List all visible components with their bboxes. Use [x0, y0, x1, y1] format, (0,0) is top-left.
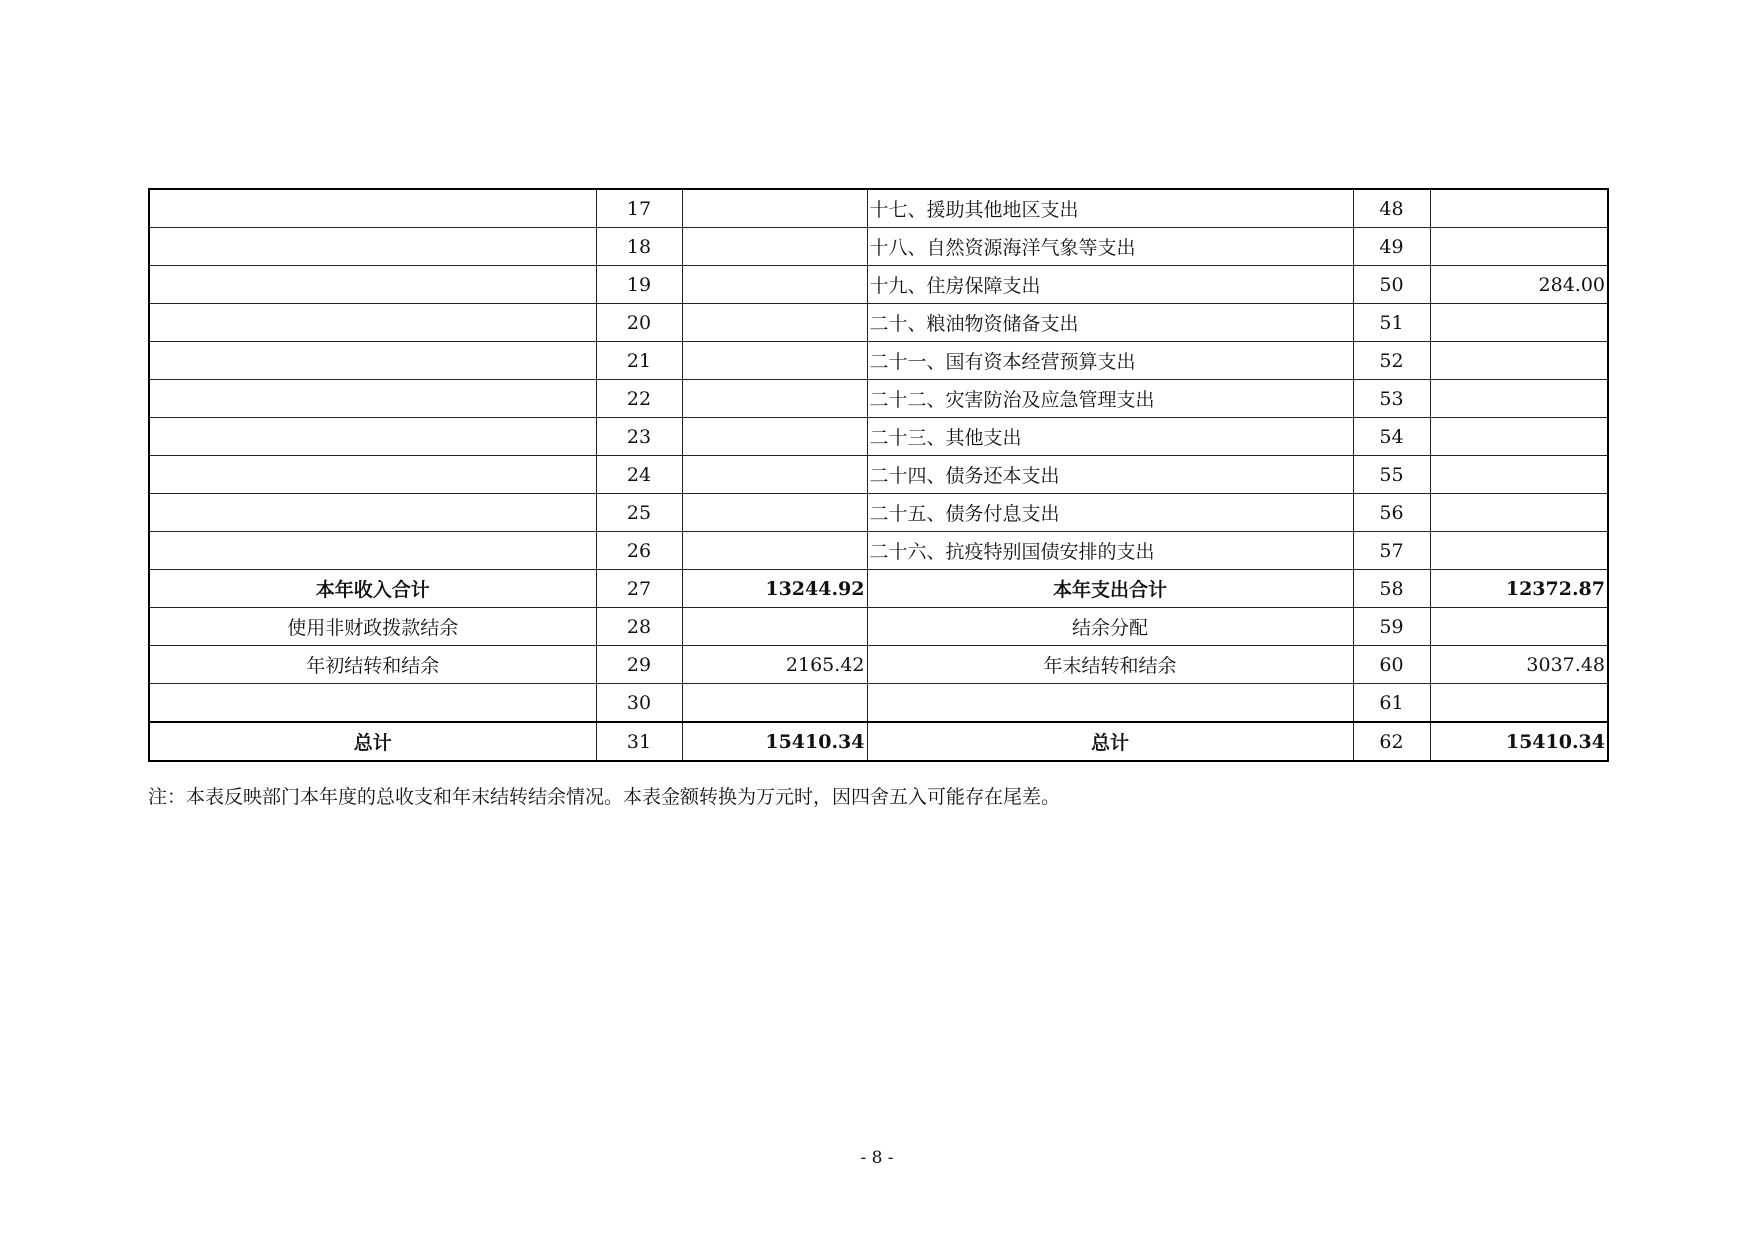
expense-line-no: 52	[1353, 342, 1430, 380]
income-item	[149, 228, 596, 266]
income-amount	[682, 684, 867, 723]
expense-item: 总计	[867, 722, 1353, 761]
income-item: 使用非财政拨款结余	[149, 608, 596, 646]
expense-line-no: 54	[1353, 418, 1430, 456]
expense-line-no: 50	[1353, 266, 1430, 304]
income-line-no: 27	[596, 570, 682, 608]
income-line-no: 26	[596, 532, 682, 570]
income-line-no: 21	[596, 342, 682, 380]
income-item	[149, 532, 596, 570]
expense-amount: 284.00	[1430, 266, 1608, 304]
expense-line-no: 55	[1353, 456, 1430, 494]
income-line-no: 23	[596, 418, 682, 456]
expense-item: 年末结转和结余	[867, 646, 1353, 684]
income-item	[149, 189, 596, 228]
expense-item: 二十六、抗疫特别国债安排的支出	[867, 532, 1353, 570]
expense-line-no: 48	[1353, 189, 1430, 228]
income-line-no: 29	[596, 646, 682, 684]
income-item	[149, 342, 596, 380]
income-amount	[682, 380, 867, 418]
expense-line-no: 60	[1353, 646, 1430, 684]
income-item: 本年收入合计	[149, 570, 596, 608]
income-item	[149, 380, 596, 418]
expense-item: 二十五、债务付息支出	[867, 494, 1353, 532]
expense-item: 二十四、债务还本支出	[867, 456, 1353, 494]
expense-amount	[1430, 304, 1608, 342]
table-row	[149, 342, 1608, 380]
table-row	[149, 228, 1608, 266]
page-number: - 8 -	[860, 1148, 894, 1168]
expense-item: 结余分配	[867, 608, 1353, 646]
income-amount: 15410.34	[682, 722, 867, 761]
income-item	[149, 456, 596, 494]
income-line-no: 28	[596, 608, 682, 646]
expense-line-no: 58	[1353, 570, 1430, 608]
income-amount	[682, 189, 867, 228]
table-row	[149, 418, 1608, 456]
expense-line-no: 53	[1353, 380, 1430, 418]
income-amount: 2165.42	[682, 646, 867, 684]
table-row	[149, 456, 1608, 494]
income-item	[149, 418, 596, 456]
income-amount: 13244.92	[682, 570, 867, 608]
expense-amount: 12372.87	[1430, 570, 1608, 608]
income-amount	[682, 228, 867, 266]
expense-line-no: 59	[1353, 608, 1430, 646]
expense-item: 二十三、其他支出	[867, 418, 1353, 456]
expense-amount	[1430, 342, 1608, 380]
expense-line-no: 61	[1353, 684, 1430, 723]
expense-line-no: 62	[1353, 722, 1430, 761]
income-amount	[682, 418, 867, 456]
table-row	[149, 380, 1608, 418]
expense-line-no: 51	[1353, 304, 1430, 342]
income-line-no: 18	[596, 228, 682, 266]
table-row	[149, 266, 1608, 304]
table-row	[149, 532, 1608, 570]
expense-item	[867, 684, 1353, 723]
income-line-no: 20	[596, 304, 682, 342]
expense-item: 二十、粮油物资储备支出	[867, 304, 1353, 342]
expense-line-no: 49	[1353, 228, 1430, 266]
expense-amount	[1430, 532, 1608, 570]
table-row	[149, 304, 1608, 342]
expense-amount	[1430, 380, 1608, 418]
income-amount	[682, 342, 867, 380]
income-item	[149, 266, 596, 304]
table-row-year-total	[149, 570, 1608, 608]
expense-item: 十八、自然资源海洋气象等支出	[867, 228, 1353, 266]
table-footnote: 注：本表反映部门本年度的总收支和年末结转结余情况。本表金额转换为万元时，因四舍五入可能存在尾差。	[148, 786, 1061, 808]
income-line-no: 17	[596, 189, 682, 228]
income-line-no: 24	[596, 456, 682, 494]
expense-amount	[1430, 608, 1608, 646]
income-amount	[682, 608, 867, 646]
income-amount	[682, 304, 867, 342]
income-line-no: 19	[596, 266, 682, 304]
income-amount	[682, 532, 867, 570]
income-line-no: 25	[596, 494, 682, 532]
table-row	[149, 494, 1608, 532]
income-amount	[682, 494, 867, 532]
expense-item: 二十二、灾害防治及应急管理支出	[867, 380, 1353, 418]
expense-item: 本年支出合计	[867, 570, 1353, 608]
expense-amount	[1430, 684, 1608, 723]
expense-line-no: 57	[1353, 532, 1430, 570]
expense-amount	[1430, 494, 1608, 532]
table-row-grand-total	[149, 722, 1608, 761]
table-row	[149, 684, 1608, 723]
table-row	[149, 189, 1608, 228]
income-item: 总计	[149, 722, 596, 761]
expense-amount	[1430, 228, 1608, 266]
expense-amount	[1430, 456, 1608, 494]
income-item	[149, 304, 596, 342]
expense-amount: 3037.48	[1430, 646, 1608, 684]
table-row	[149, 608, 1608, 646]
expense-item: 二十一、国有资本经营预算支出	[867, 342, 1353, 380]
income-line-no: 31	[596, 722, 682, 761]
expense-item: 十九、住房保障支出	[867, 266, 1353, 304]
income-amount	[682, 456, 867, 494]
income-item	[149, 494, 596, 532]
income-item	[149, 684, 596, 723]
income-line-no: 30	[596, 684, 682, 723]
budget-table	[148, 188, 1609, 762]
expense-line-no: 56	[1353, 494, 1430, 532]
expense-amount: 15410.34	[1430, 722, 1608, 761]
income-amount	[682, 266, 867, 304]
expense-item: 十七、援助其他地区支出	[867, 189, 1353, 228]
expense-amount	[1430, 418, 1608, 456]
expense-amount	[1430, 189, 1608, 228]
income-line-no: 22	[596, 380, 682, 418]
income-item: 年初结转和结余	[149, 646, 596, 684]
table-row	[149, 646, 1608, 684]
